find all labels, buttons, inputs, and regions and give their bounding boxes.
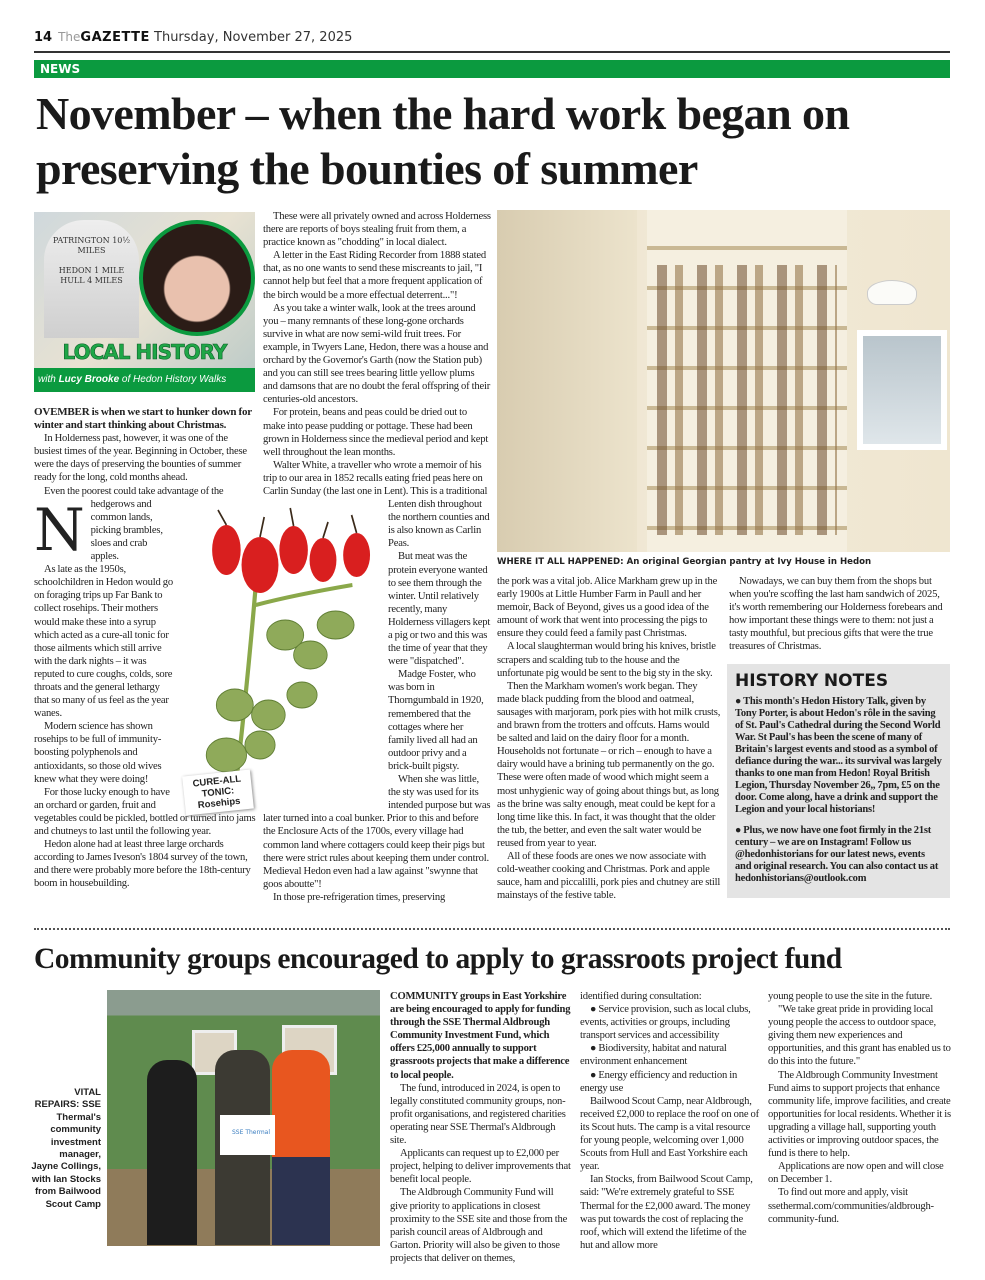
paragraph: The fund, introduced in 2024, is open to legally constituted community groups, non-profit organisations, and registered charities operating near SSE Thermal's Aldbrough site. — [390, 1082, 566, 1147]
paragraph: But meat was the protein everyone wanted to see them through the winter. Until relatively recently, many Holderness villagers kept a pig or two and this was the time of year that they were "dispatched". — [388, 551, 491, 668]
paragraph: To find out more and apply, visit ssethermal.com/communities/aldbrough-community-fund. — [768, 1187, 934, 1225]
paragraph: young people to use the site in the future. — [768, 991, 933, 1002]
article-column-4 — [729, 575, 951, 654]
rosehip-image — [176, 505, 386, 805]
paragraph: The Aldbrough Community Fund will give priority to applications in closest proximity to the SSE site and those from the parish council areas of Aldbrough and Garton. Priority will also be given to those projects that deliver on themes, — [390, 1187, 568, 1264]
history-notes-title: HISTORY NOTES — [735, 671, 889, 691]
paragraph: These were all privately owned and across Holderness there are reports of boys stealing fruit from them, a practice known as "chodding" in local dialect. — [263, 211, 491, 249]
lead-paragraph: OVEMBER is when we start to hunker down for winter and start thinking about Christmas. — [34, 406, 252, 432]
pantry-photo — [497, 210, 950, 552]
paragraph: A letter in the East Riding Recorder from 1888 stated that, as no one wants to send these miscreants to jail, "I cannot help but feel that a more frequent application of the birch would be a more effectual deterrent..."! — [263, 250, 486, 301]
brand-the: The — [58, 30, 81, 44]
history-notes-box — [727, 664, 950, 898]
paragraph: Then the Markham women's work began. They made black pudding from the blood and oatmeal, sausages with marjoram, pork pies with hot milk crusts, and brawn from the trotters and offcuts. Hams would be salted and laid on the dairy floor for a month. Households not fortunate – or rich – enough to have a dairy would have a brining tub permanently on the go. These were often made of wood which might seem a most unhygienic way of going about things but, as long as the brine was salty enough, meat could be kept for a long time like this. In fact, it was thought that the older the tub, the better, and even the salt water would be reused from year to year. — [497, 680, 721, 849]
paragraph: Walter White, a traveller who wrote a memoir of his trip to our area in 1852 recalls eating fried peas here on Carlin Sunday (the last one in Lent). This is a traditional Lenten dish throughout the northern counties and is also known as Carlin Peas. — [263, 459, 490, 550]
bullet-item: ● Service provision, such as local clubs, events, activities or groups, including transport services and accessibility — [580, 1004, 751, 1042]
bullet-item: ● Energy efficiency and reduction in energy use — [580, 1069, 738, 1094]
sse-sign: SSE Thermal — [220, 1115, 275, 1155]
paragraph: identified during consultation: — [580, 991, 702, 1002]
paragraph: A local slaughterman would bring his knives, bristle scrapers and scalding tub to the house and the unfortunate pig would be sent to the big sty in the sky. — [497, 641, 716, 679]
page-header — [34, 30, 352, 45]
paragraph: "We take great pride in providing local young people the access to outdoor space, giving them new experiences and opportunities, and this grant has enabled us to do this into the future." — [768, 1004, 951, 1068]
paragraph: The Aldbrough Community Investment Fund aims to support projects that enhance community life, improve facilities, and create opportunities for local residents. Whether it is upgrading a village hall, supporting youth activities or improving outdoor spaces, the fund is there to help. — [768, 1069, 951, 1160]
paragraph: In Holderness past, however, it was one of the busiest times of the year. Beginning in October, these were the days of preserving the bounties of summer ready for the long, cold months ahead. — [34, 433, 247, 484]
header-rule — [34, 51, 950, 53]
paragraph: For those lucky enough to have an orchard or garden, fruit and vegetables could be pickled, bottled or turned into jams and chutneys to last until the following year. — [34, 786, 256, 837]
paragraph: In those pre-refrigeration times, preserving — [273, 891, 446, 903]
rosehip-caption: CURE-ALL TONIC: Rosehips — [182, 770, 254, 816]
paragraph: Bailwood Scout Camp, near Aldbrough, received £2,000 to replace the roof on one of its Scout huts. The camp is a vital resource for young people, welcoming over 1,000 Scouts from Hull and East Yorkshire each year. — [580, 1095, 759, 1173]
bullet-item: ● Biodiversity, habitat and natural environment enhancement — [580, 1043, 727, 1068]
lead-paragraph: COMMUNITY groups in East Yorkshire are being encouraged to apply for funding through the SSE Thermal Aldbrough Community Investment Fund, which offers £25,000 annually to support grassroots projects that make a difference to local people. — [390, 991, 571, 1081]
page-number: 14 — [34, 30, 53, 45]
brand-name: GAZETTE — [80, 30, 150, 45]
paragraph: For protein, beans and peas could be dried out to make into pease pudding or pottage. These had been grown in Holderness since the medieval period and kept well throughout the lean months. — [263, 407, 489, 458]
paragraph: All of these foods are ones we now associate with cold-weather cooking and Christmas. Pork and apple sauce, ham and piccalilli, pork pies and chutney are still mainstays of the festive table. — [497, 850, 721, 902]
drop-cap: N — [34, 496, 85, 564]
article-divider — [34, 928, 950, 930]
article2-headline: Community groups encouraged to apply to grassroots project fund — [34, 943, 842, 975]
paragraph: the pork was a vital job. Alice Markham grew up in the early 1900s at Little Humber Farm in Paull and her memoir, Back of Beyond, gives us a good idea of the amount of work that went into processing the pigs to ensure they could feed a family past Christmas. — [497, 576, 718, 640]
paragraph: Madge Foster, who was born in Thorngumbald in 1920, remembered that the cottages where her family lived all had an outdoor privy and a brick-built pigsty. — [388, 669, 484, 772]
paragraph: Ian Stocks, from Bailwood Scout Camp, said: "We're extremely grateful to SSE Thermal for the £2,000 award. The money was put towards the cost of replacing the roof, which will extend the lifetime of the hut and allow more — [580, 1174, 753, 1251]
article2-column-3 — [768, 990, 952, 1226]
paragraph: Applications are now open and will close on December 1. — [768, 1161, 944, 1186]
paragraph: Applicants can request up to £2,000 per project, helping to deliver improvements that benefit local people. — [390, 1148, 571, 1186]
article-column-3 — [497, 575, 721, 902]
scout-camp-photo — [107, 990, 380, 1246]
paragraph: As you take a winter walk, look at the trees around you – many remnants of these long-gone orchards survive in what are now semi-wild fruit trees. For example, in Twyers Lane, Hedon, there was a house and orchard by the Governor's Garth (now the Station pub) and you can still see trees bearing little yellow plums and damsons that are no doubt the feral offspring of their centuries-old ancestors. — [263, 302, 491, 406]
paragraph: When she was little, the sty was used for its intended purpose but was later turned into a coal bunker. Prior to this and before the Enclosure Acts of the 1700s, every village had common land where cottagers could keep their pigs but there were strict rules about keeping them under control. Medieval Hedon even had a law against "swynne that goos aboutte"! — [263, 774, 491, 890]
article2-column-2 — [580, 990, 760, 1252]
local-history-badge — [34, 212, 255, 392]
pantry-caption: WHERE IT ALL HAPPENED: An original Georgian pantry at Ivy House in Hedon — [497, 557, 872, 567]
paragraph: Even the poorest could take advantage of the hedgerows and common lands, picking brambles, sloes and crab apples. — [44, 485, 224, 563]
paragraph: Nowadays, we can buy them from the shops but when you're scoffing the last ham sandwich of 2025, it's worth remembering our Holderness forebears and how important these things were to them: not just a tasty mouthful, but precious gifts that were the true treasures of Christmas. — [729, 576, 943, 653]
milestone-image: PATRINGTON 10½ MILES HEDON 1 MILE HULL 4 MILES — [44, 220, 139, 338]
history-note-item: ● This month's Hedon History Talk, given by Tony Porter, is about Hedon's rôle in the saving of St. Paul's Cathedral during the Second World War. St Paul's has been the scene of many of Britain's largest events and stood as a symbol of defiance during the war... its survival was largely thanks to one man from Hedon! Royal British Legion, Thursday November 26,, 7pm, £5 on the door. Come along, have a drink and support the Legion and your local historians! — [735, 696, 942, 815]
photo-caption: VITAL REPAIRS: SSE Thermal's community investment manager, Jayne Collings, with Ian Stocks from Bailwood Scout Camp — [31, 1087, 101, 1210]
column-title: LOCAL HISTORY — [62, 340, 227, 364]
byline: with Lucy Brooke of Hedon History Walks — [34, 368, 255, 392]
paragraph: Modern science has shown rosehips to be full of immunity-boosting polyphenols and antioxidants, so those old wives knew what they were doing! — [34, 721, 162, 785]
paragraph: Hedon alone had at least three large orchards according to James Iveson's 1804 survey of the town, and there were probably more before the 18th-century boom in housebuilding. — [34, 839, 251, 890]
paragraph: As late as the 1950s, schoolchildren in Hedon would go on foraging trips up Far Bank to collect rosehips. Their mothers would make these into a syrup which acted as a cure-all tonic for those ailments which still arrive with the dark nights – it was reputed to cure coughs, colds, sore throats and the general lethargy that so many of us feel as the year wanes. — [34, 564, 173, 720]
article-headline: November – when the hard work began on preserving the bounties of summer — [36, 88, 850, 194]
issue-date: Thursday, November 27, 2025 — [154, 30, 353, 45]
section-bar: NEWS — [34, 60, 950, 78]
history-note-item: ● Plus, we now have one foot firmly in the 21st century – we are on Instagram! Follow us @hedonhistorians for our latest news, events and original research. You can also contact us at hedonhistorians@outlook.com — [735, 825, 939, 884]
article2-column-1 — [390, 990, 573, 1265]
author-portrait — [139, 220, 255, 336]
